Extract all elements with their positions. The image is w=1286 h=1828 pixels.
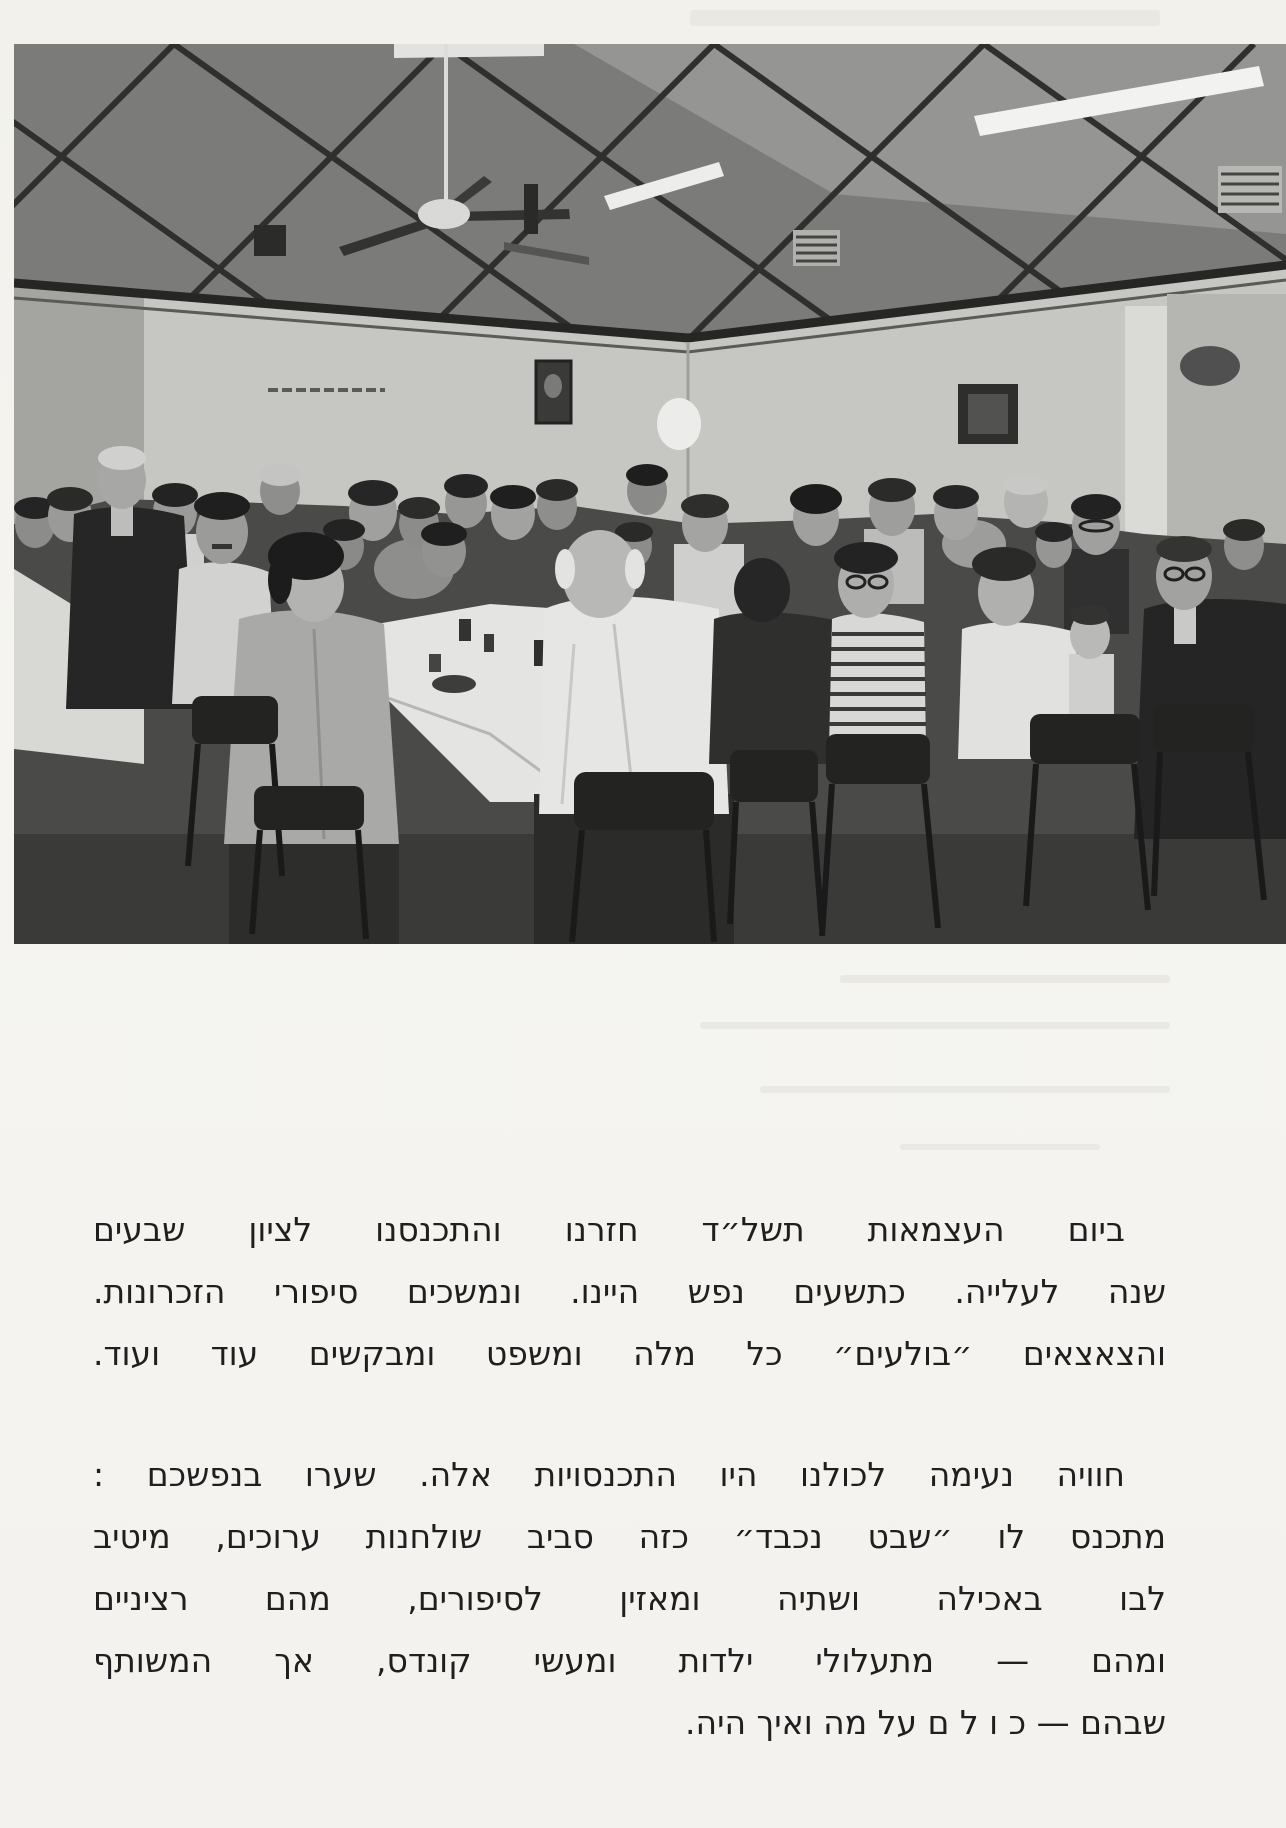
text-line: ביום העצמאות תשל״ד חזרנו והתכנסנו לציון שבעים: [93, 1210, 1125, 1249]
chair-backrest: [730, 750, 818, 802]
hair: [555, 549, 575, 589]
text-line: שבהם — כ ו ל ם על מה ואיך היה.: [685, 1703, 1166, 1742]
text-line: ומהם — מתעלולי ילדות ומעשי קונדס, אך המשותף: [93, 1641, 1166, 1680]
hair: [933, 485, 979, 509]
hair: [268, 556, 292, 604]
wall-picture-detail: [544, 374, 562, 398]
chair-backrest: [1030, 714, 1140, 764]
hair: [194, 492, 250, 520]
doorway: [1167, 294, 1286, 554]
text-line: חוויה נעימה לכולנו היו התכנסויות אלה. שערו בנפשכם :: [93, 1455, 1125, 1494]
gathering-photo-drawing: [14, 44, 1286, 944]
hair: [98, 446, 146, 470]
lamp-glare: [657, 398, 701, 450]
fixture-stem: [524, 184, 538, 234]
cup: [429, 654, 441, 672]
shirt-collar: [1174, 604, 1196, 644]
hair: [259, 464, 301, 486]
hair: [972, 547, 1036, 581]
hair: [834, 542, 898, 574]
hair: [444, 474, 488, 498]
hair: [536, 479, 578, 501]
chair-backrest: [192, 696, 278, 744]
wall-ornament: [1180, 346, 1240, 386]
paragraph-2: [93, 1444, 1166, 1754]
chair-backrest: [574, 772, 714, 830]
text-line: והצאצאים ״בולעים״ כל מלה ומשפט ומבקשים עוד ועוד.: [93, 1334, 1166, 1373]
chair-backrest: [254, 786, 364, 830]
fan-hub: [418, 199, 470, 229]
hair: [421, 522, 467, 546]
air-vent: [793, 230, 840, 266]
hair: [490, 485, 536, 509]
hair: [790, 484, 842, 514]
hair: [1223, 519, 1265, 541]
paragraph-1: [93, 1199, 1166, 1385]
hair: [868, 478, 916, 502]
hair: [152, 483, 198, 507]
hair: [47, 487, 93, 511]
hair: [348, 480, 398, 506]
hair: [1071, 494, 1121, 520]
moustache: [212, 544, 232, 549]
text-line: שנה לעלייה. כתשעים נפש היינו. ונמשכים סיפורי הזכרונות.: [93, 1272, 1166, 1311]
air-vent: [1218, 166, 1282, 213]
fluorescent-light: [394, 44, 544, 58]
hair: [1156, 536, 1212, 562]
chair-backrest: [1154, 704, 1254, 752]
hair: [1070, 605, 1110, 625]
shirt-collar: [111, 506, 133, 536]
chair-backrest: [826, 734, 930, 784]
text-line: מתכנס לו ״שבט נכבד״ כזה סביב שולחנות ערוכים, מיטיב: [93, 1517, 1166, 1556]
cup: [459, 619, 471, 641]
hair: [625, 549, 645, 589]
bleed-through-mark: [700, 1022, 1170, 1029]
hair: [681, 494, 729, 518]
bleed-through-mark: [760, 1086, 1170, 1093]
bleed-through-mark: [840, 975, 1170, 983]
pillar: [1125, 306, 1167, 536]
wall-picture: [254, 225, 286, 256]
hair: [1035, 522, 1073, 542]
hair: [626, 464, 668, 486]
bleed-through-mark: [900, 1144, 1100, 1150]
text-line: לבו באכילה ושתיה ומאזין לסיפורים, מהם רציניים: [93, 1579, 1166, 1618]
hair: [398, 497, 440, 519]
wall-picture-inner: [968, 394, 1008, 434]
bowl: [432, 675, 476, 693]
head: [734, 558, 790, 622]
hair: [1004, 475, 1048, 495]
gathering-photo: [14, 44, 1286, 944]
bleed-through-mark: [690, 10, 1160, 26]
cup: [484, 634, 494, 652]
